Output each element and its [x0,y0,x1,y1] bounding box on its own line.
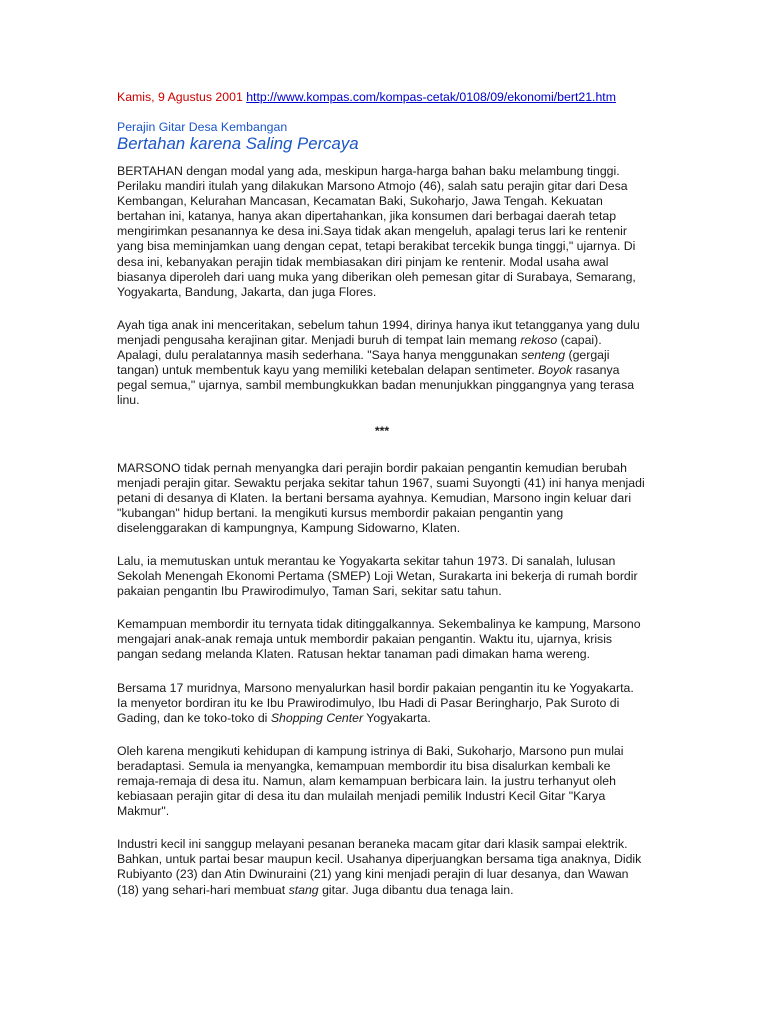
article-body [117,164,657,916]
text-line: mengajari anak-anak remaja untuk membordir pakaian pengantin. Waktu itu, ujarnya, krisis [117,632,613,647]
paragraph-2 [117,318,657,409]
italic-term: rekoso [520,332,558,347]
paragraph-4 [117,554,657,599]
text-line: yang bisa meminjamkan uang dengan cepat, tetapi berakibat tercekik bunga tinggi," ujarnya. Di [117,239,636,254]
text-line: Bersama 17 muridnya, Marsono menyalurkan hasil bordir pakaian pengantin itu ke Yogyakarta. [117,680,634,695]
text-line: Yogyakarta, Bandung, Jakarta, dan juga Flores. [117,284,377,299]
source-url-link[interactable]: http://www.kompas.com/kompas-cetak/0108/09/ekonomi/bert21.htm [246,90,616,104]
text-line [117,883,657,898]
text-run: rasanya [572,363,620,378]
text-line: desa ini, kebanyakan perajin tidak membiasakan diri pinjam ke rentenir. Modal usaha awal [117,254,609,269]
text-line: Industri kecil ini sanggup melayani pesanan beraneka macam gitar dari klasik sampai elektrik. [117,837,628,852]
paragraph-8 [117,837,657,897]
text-line: kebiasaan perajin gitar di desa itu dan mulailah menjadi pemilik Industri Kecil Gitar "Karya [117,789,606,804]
text-run: (gergaji [565,348,610,363]
text-run: Yogyakarta. [363,710,431,725]
source-line [117,90,616,105]
text-run: menjadi pengusaha kerajinan gitar. Menjadi buruh di tempat lain memang [117,332,521,347]
text-line: linu. [117,393,140,408]
text-line [117,348,657,363]
paragraph-1 [117,164,657,300]
text-line: Kemampuan membordir itu ternyata tidak ditinggalkannya. Sekembalinya ke kampung, Marsono [117,617,641,632]
text-line: remaja-remaja di desa itu. Namun, alam kemampuan berbicara lain. Ia justru terhanyut oleh [117,774,616,788]
publish-date: Kamis, 9 Agustus 2001 [117,90,243,104]
text-run: Apalagi, dulu peralatannya masih sederhana. "Saya hanya menggunakan [117,348,522,363]
text-run: tangan) untuk membentuk kayu yang memiliki ketebalan delapan sentimeter. [117,363,539,378]
text-line: Perilaku mandiri itulah yang dilakukan Marsono Atmojo (46), salah satu perajin gitar dari Desa [117,179,628,194]
italic-term: Shopping Center [270,710,364,725]
text-line: MARSONO tidak pernah menyangka dari perajin bordir pakaian pengantin kemudian berubah [117,460,627,475]
text-run: gitar. Juga dibantu dua tenaga lain. [318,882,514,897]
text-line: Rubiyanto (23) dan Atin Dwinuraini (21) yang kini menjadi perajin di luar desanya, dan Wawan [117,867,629,882]
article-title: Bertahan karena Saling Percaya [117,134,359,153]
text-line: Ia menyetor bordiran itu ke Ibu Prawirodimulyo, Ibu Hadi di Pasar Beringharjo, Pak Suroto di [117,695,620,710]
article-kicker: Perajin Gitar Desa Kembangan [117,120,288,134]
text-line: petani di desanya di Klaten. Ia bertani bersama ayahnya. Kemudian, Marsono ingin keluar dari [117,490,632,505]
text-line: pegal semua," ujarnya, sambil membungkukkan badan menunjukkan pinggangnya yang terasa [117,378,635,393]
text-line: diselenggarakan di kampungnya, Kampung Sidowarno, Klaten. [117,520,461,535]
text-line: pangan sedang melanda Klaten. Ratusan hektar tanaman padi dimakan hama wereng. [117,647,591,662]
text-line [117,363,657,378]
text-run: (18) yang sehari-hari membuat [117,882,289,897]
text-line: Kembangan, Kelurahan Mancasan, Kecamatan Baki, Sukoharjo, Jawa Tengah. Kekuatan [117,194,603,209]
text-line: biasanya diperoleh dari uang muka yang diberikan oleh pemesan gitar di Surabaya, Semarang, [117,269,636,284]
italic-term: senteng [521,348,566,363]
text-line: Bahkan, untuk partai besar maupun kecil. Usahanya diperjuangkan bersama tiga anaknya, Didik [117,852,642,867]
text-line: menjadi perajin gitar. Sewaktu perjaka sekitar tahun 1967, suami Suyongti (41) ini hanya menjadi [117,475,645,490]
text-line: "kubangan" hidup bertani. Ia mengikuti kursus membordir pakaian pengantin yang [117,505,564,520]
text-line [117,333,657,348]
text-line: Oleh karena mengikuti kehidupan di kampung istrinya di Baki, Sukoharjo, Marsono pun mulai [117,743,624,758]
text-line [117,711,657,726]
text-line: BERTAHAN dengan modal yang ada, meskipun harga-harga bahan baku melambung tinggi. [117,164,620,178]
paragraph-5 [117,617,657,662]
text-run: (capai). [557,332,602,347]
paragraph-6 [117,681,657,726]
text-line: Makmur". [117,804,170,819]
text-line: bertahan ini, katanya, hanya akan dipertahankan, jika konsumen dari berbagai daerah tetap [117,209,617,224]
text-run: Gading, dan ke toko-toko di [117,710,271,725]
paragraph-7 [117,744,657,819]
text-line: Lalu, ia memutuskan untuk merantau ke Yogyakarta sekitar tahun 1973. Di sanalah, lulusan [117,553,616,568]
text-line: Sekolah Menengah Ekonomi Pertama (SMEP) Loji Wetan, Surakarta ini bekerja di rumah bordir [117,569,638,584]
text-line: beradaptasi. Semula ia menyangka, kemampuan membordir itu bisa disalurkan kembali ke [117,758,611,773]
text-line: Ayah tiga anak ini menceritakan, sebelum tahun 1994, dirinya hanya ikut tetangganya yang dulu [117,317,640,332]
italic-term: stang [288,882,319,897]
italic-term: Boyok [538,363,573,378]
text-line: mengirimkan pesanannya ke desa ini.Saya tidak akan mengeluh, apalagi terus lari ke rentenir [117,224,627,239]
section-separator: *** [374,424,390,439]
text-line: pakaian pengantin Ibu Prawirodimulyo, Taman Sari, sekitar satu tahun. [117,584,502,599]
paragraph-3 [117,461,657,536]
